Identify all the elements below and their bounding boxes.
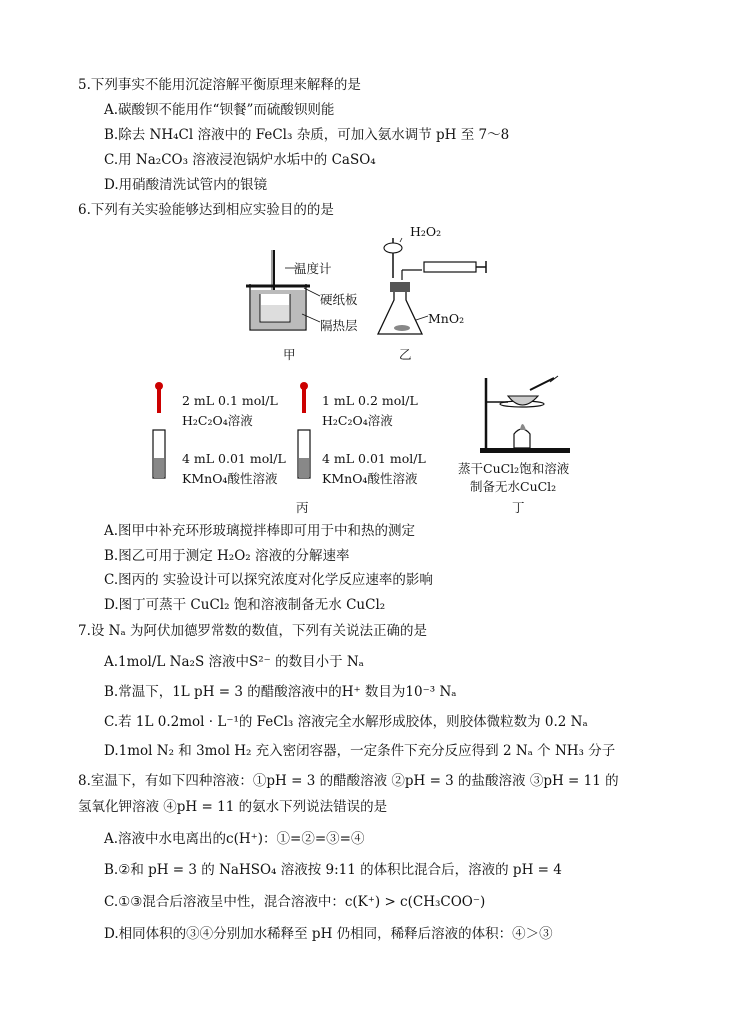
q8-option-c: C.①③混合后溶液呈中性，混合溶液中：c(K⁺) > c(CH₃COO⁻) [104, 894, 486, 910]
q7-option-b: B.常温下，1L pH = 3 的醋酸溶液中的H⁺ 数目为10⁻³ Nₐ [104, 684, 457, 700]
q5-stem: 5.下列事实不能用沉淀溶解平衡原理来解释的是 [78, 77, 361, 93]
q8-option-a: A.溶液中水电离出的c(H⁺)：①=②=③=④ [104, 831, 365, 847]
q5-option-d: D.用硝酸清洗试管内的银镜 [104, 177, 268, 193]
mno2-label: MnO₂ [428, 311, 465, 326]
evaporation-caption-line2: 制备无水CuCl₂ [470, 479, 557, 494]
q7-option-a: A.1mol/L Na₂S 溶液中S²⁻ 的数目小于 Nₐ [104, 654, 364, 670]
tube1-bottom-line1: 4 mL 0.01 mol/L [182, 451, 286, 466]
tube1-bottom-line2: KMnO₄酸性溶液 [182, 471, 278, 486]
insulation-label: 隔热层 [320, 318, 358, 333]
q5-option-c: C.用 Na₂CO₃ 溶液浸泡锅炉水垢中的 CaSO₄ [104, 152, 376, 168]
q8-stem-line2: 氢氧化钾溶液 ④pH = 11 的氨水下列说法错误的是 [78, 799, 388, 815]
q6-stem: 6.下列有关实验能够达到相应实验目的的是 [78, 202, 334, 218]
tube1-top-line1: 2 mL 0.1 mol/L [182, 393, 278, 408]
q8-stem-line1: 8.室温下，有如下四种溶液：①pH = 3 的醋酸溶液 ②pH = 3 的盐酸溶液 ③pH = 11 的 [78, 773, 619, 789]
q8-option-d: D.相同体积的③④分别加水稀释至 pH 仍相同，稀释后溶液的体积：④＞③ [104, 926, 553, 942]
tube2-bottom-line2: KMnO₄酸性溶液 [322, 471, 418, 486]
cardboard-label: 硬纸板 [320, 292, 358, 307]
figure-ding-label: 丁 [512, 500, 525, 515]
evaporation-figure [480, 374, 580, 454]
thermometer-label: 温度计 [294, 261, 332, 276]
figure-bing-label: 丙 [296, 500, 309, 515]
q7-option-c: C.若 1L 0.2mol · L⁻¹的 FeCl₃ 溶液完全水解形成胶体，则胶体微粒数为 0.2 Nₐ [104, 714, 588, 730]
q6-option-d: D.图丁可蒸干 CuCl₂ 饱和溶液制备无水 CuCl₂ [104, 597, 386, 613]
h2o2-label: H₂O₂ [410, 224, 442, 239]
q8-option-b: B.②和 pH = 3 的 NaHSO₄ 溶液按 9:11 的体积比混合后，溶液的 pH = 4 [104, 862, 562, 878]
q5-option-b: B.除去 NH₄Cl 溶液中的 FeCl₃ 杂质，可加入氨水调节 pH 至 7～8 [104, 127, 510, 143]
q5-option-a: A.碳酸钡不能用作“钡餐”而硫酸钡则能 [104, 102, 335, 118]
q6-option-c: C.图丙的 实验设计可以探究浓度对化学反应速率的影响 [104, 572, 433, 588]
q6-option-a: A.图甲中补充环形玻璃搅拌棒即可用于中和热的测定 [104, 523, 416, 539]
flask-syringe-figure [372, 230, 497, 345]
tube2-top-line1: 1 mL 0.2 mol/L [322, 393, 418, 408]
q6-option-b: B.图乙可用于测定 H₂O₂ 溶液的分解速率 [104, 548, 350, 564]
q7-stem: 7.设 Nₐ 为阿伏加德罗常数的数值，下列有关说法正确的是 [78, 623, 427, 639]
tube2-bottom-line1: 4 mL 0.01 mol/L [322, 451, 426, 466]
figure-yi-label: 乙 [399, 347, 412, 362]
tube2-top-line2: H₂C₂O₄溶液 [322, 413, 393, 428]
figure-jia-label: 甲 [283, 347, 296, 362]
evaporation-caption-line1: 蒸干CuCl₂饱和溶液 [458, 461, 570, 476]
q7-option-d: D.1mol N₂ 和 3mol H₂ 充入密闭容器，一定条件下充分反应得到 2 Nₐ 个 NH₃ 分子 [104, 743, 616, 759]
tube1-top-line2: H₂C₂O₄溶液 [182, 413, 253, 428]
